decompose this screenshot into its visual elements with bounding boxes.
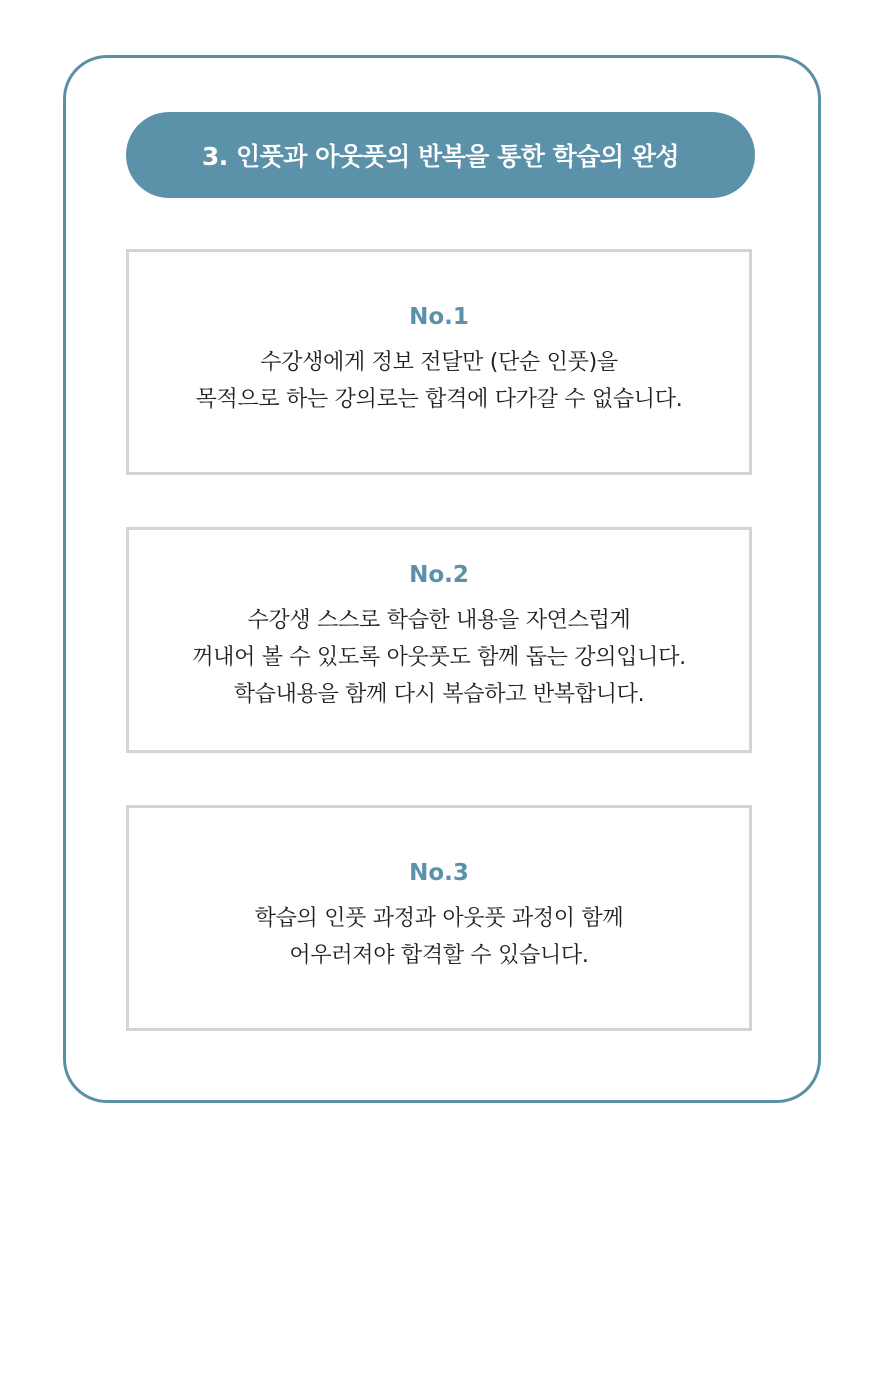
feature-number: No.3	[409, 860, 469, 886]
feature-text-line: 어우러져야 합격할 수 있습니다.	[289, 943, 589, 968]
section-title: 3. 인풋과 아웃풋의 반복을 통한 학습의 완성	[201, 142, 680, 171]
feature-text-line: 학습내용을 함께 다시 복습하고 반복합니다.	[233, 682, 645, 707]
feature-text-line: 수강생에게 정보 전달만 (단순 인풋)을	[260, 350, 618, 375]
feature-text-line: 수강생 스스로 학습한 내용을 자연스럽게	[247, 608, 631, 633]
feature-box-2	[126, 527, 752, 753]
feature-text-line: 목적으로 하는 강의로는 합격에 다가갈 수 없습니다.	[195, 387, 683, 412]
feature-text-line: 꺼내어 볼 수 있도록 아웃풋도 함께 돕는 강의입니다.	[192, 645, 686, 670]
feature-text-line: 학습의 인풋 과정과 아웃풋 과정이 함께	[254, 906, 624, 931]
section-title-badge	[126, 112, 755, 198]
feature-number: No.2	[409, 562, 469, 588]
feature-box-3	[126, 805, 752, 1031]
feature-number: No.1	[409, 304, 469, 330]
feature-box-1	[126, 249, 752, 475]
